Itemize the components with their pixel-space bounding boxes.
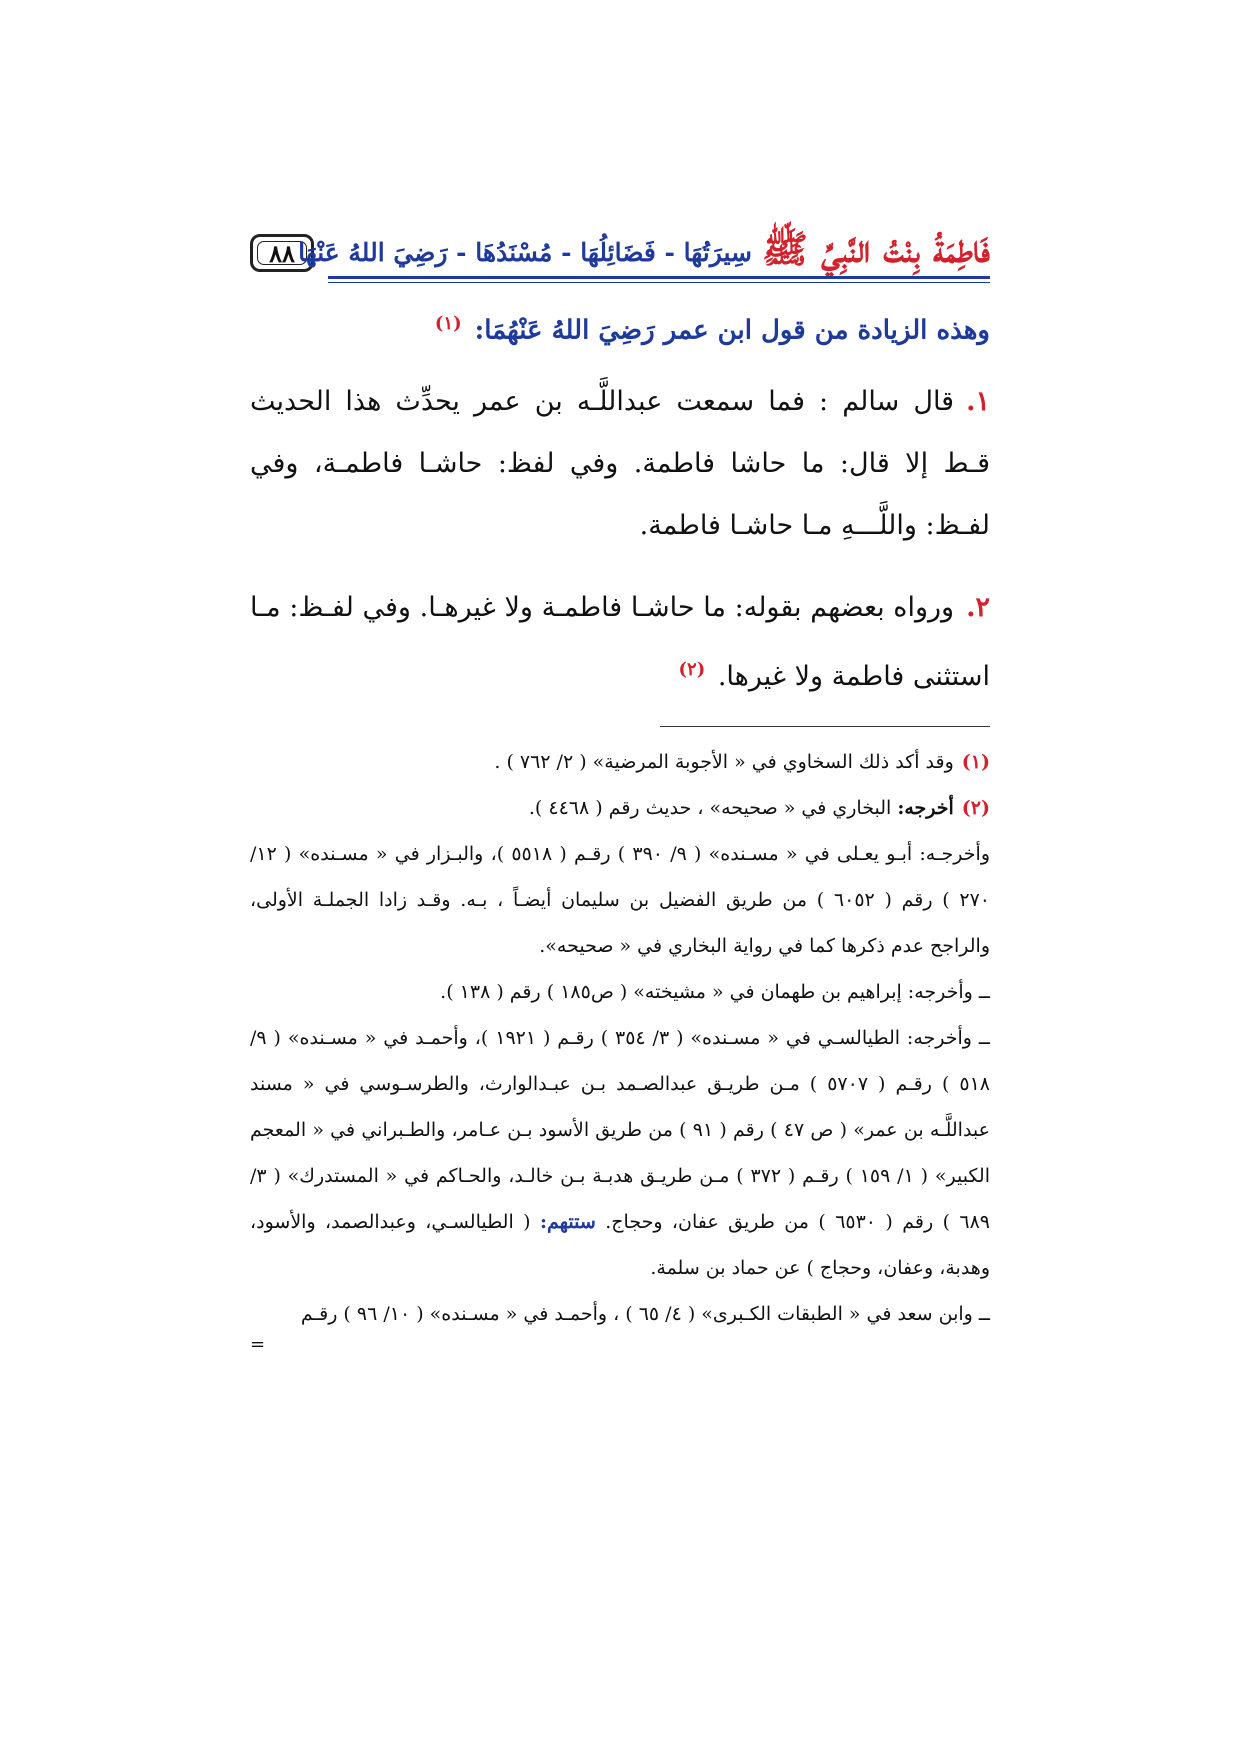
- footnote-text: البخاري في « صحيحه» ، حديث رقم ( ٤٤٦٨ ).: [528, 796, 892, 819]
- section-heading-text: وهذه الزيادة من قول ابن عمر: [663, 315, 990, 346]
- summary-label: ستتهم:: [540, 1210, 596, 1233]
- footnote-paragraph: ــ وابن سعد في « الطبقات الكـبرى» ( ٤/ ٦٥ ) ، وأحمـد في « مسـنده» ( ١٠/ ٩٦ ) رقـم: [300, 1302, 990, 1325]
- book-title-main: فَاطِمَةُ بِنْتُ النَّبِيِّ ﷺ: [762, 226, 990, 271]
- honorific: رَضِيَ اللهُ عَنْهُمَا:: [474, 315, 655, 346]
- footnote-number: (١): [961, 750, 990, 773]
- footnotes: [250, 739, 990, 1353]
- section-heading: [250, 310, 990, 351]
- item-text: ورواه بعضهم بقوله: ما حاشـا فاطمـة ولا غيرهـا. وفي لفـظ: مـا استثنى فاطمة ولا غيرها.: [250, 591, 990, 692]
- body-item-1: [250, 371, 990, 557]
- item-number: ١.: [966, 385, 990, 417]
- header-rule-thin: [328, 282, 990, 283]
- footnote-text: ( الطيالسـي، وعبدالصمد، والأسود، وهدبة، وعفان، وحجاج ) عن حماد بن سلمة.: [250, 1210, 990, 1279]
- footnote-paragraph: [250, 1015, 990, 1291]
- footnote-number: (٢): [961, 796, 990, 819]
- body-item-2: [250, 577, 990, 708]
- item-text: قال سالم : فما سمعت عبداللَّـه بن عمر يحدِّث هذا الحديث قـط إلا قال: ما حاشا فاطمة. وفي لفظ: حاشـا فاطمـة، وفي لفـظ: واللَّـــهِ مـا حاشـا فاطمة.: [250, 385, 990, 541]
- page-number: ٨٨: [250, 234, 314, 272]
- header-rule: [328, 276, 990, 279]
- footnote-text: ــ وأخرجه: الطيالسـي في « مسـنده» ( ٣/ ٣٥٤ ) رقـم ( ١٩٢١ )، وأحمـد في « مسـنده» ( ٩/ ٥١٨ ) رقـم ( ٥٧٠٧ ) مـن طريـق عبدالصـمد بـن عبـدالوارث، والطرسـوسي في « مسند عبداللَّـه بن عمر» ( ص ٤٧ ) رقم ( ٩١ ) من طريق الأسود بـن عـامر، والطـبراني في « المعجم الكبير» ( ١/ ١٥٩ ) رقـم ( ٣٧٢ ) مـن طريـق هدبـة بـن خالـد، والحـاكم في « المستدرك» ( ٣/ ٦٨٩ ) رقم ( ٦٥٣٠ ) من طريق عفان، وحجاج.: [250, 1026, 991, 1233]
- page-header: [250, 190, 990, 272]
- page: [250, 190, 990, 1353]
- footnote-1: [250, 739, 990, 785]
- continuation-mark: =: [250, 1333, 266, 1355]
- footnote-2: [250, 785, 990, 831]
- book-title-sub: سِيرَتُهَا - فَضَائِلُهَا - مُسْنَدُهَا - رَضِيَ اللهُ عَنْهَا: [298, 238, 752, 267]
- footnote-text: وقد أكد ذلك السخاوي في « الأجوبة المرضية» ( ٢/ ٧٦٢ ) .: [494, 750, 954, 773]
- item-number: ٢.: [966, 591, 990, 623]
- footnote-paragraph: ــ وأخرجه: إبراهيم بن طهمان في « مشيخته» ( ص١٨٥ ) رقم ( ١٣٨ ).: [440, 980, 990, 1003]
- footnote-ref-1: (١): [434, 313, 462, 334]
- book-title: [298, 220, 990, 271]
- footnote-lead: أخرجه:: [897, 796, 954, 819]
- footnote-separator: [660, 726, 990, 727]
- footnote-ref-2: (٢): [678, 658, 706, 680]
- footnote-paragraph: وأخرجـه: أبـو يعـلى في « مسـنده» ( ٩/ ٣٩٠ ) رقـم ( ٥٥١٨ )، والبـزار في « مسـنده» ( ١٢/ ٢٧٠ ) رقم ( ٦٠٥٢ ) من طريق الفضيل بن سليمان أيضـاً ، بـه. وقـد زادا الجملـة الأولى، والراجح عدم ذكرها كما في رواية البخاري في « صحيحه».: [250, 842, 990, 957]
